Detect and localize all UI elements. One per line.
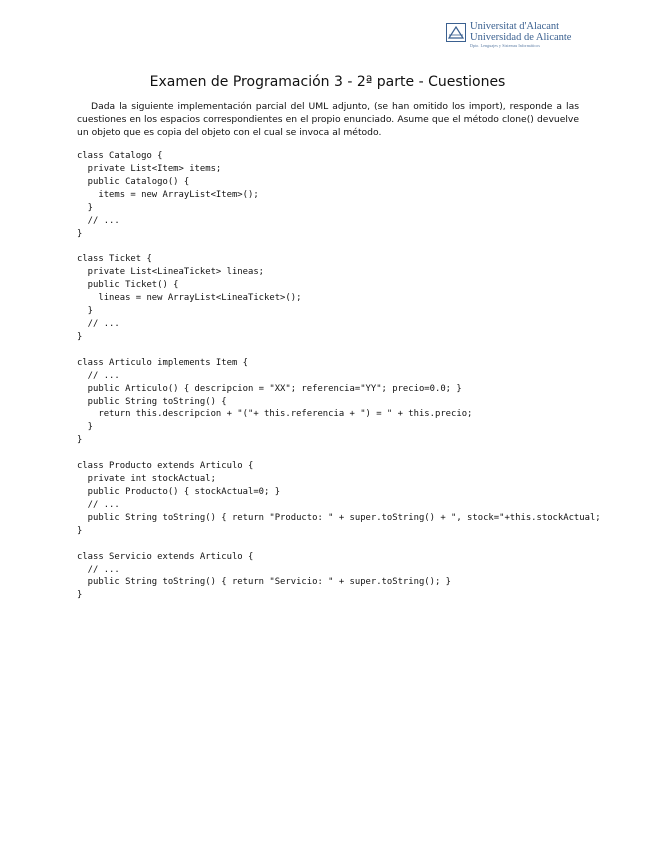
code-line: class Producto extends Articulo { [77, 461, 254, 472]
code-line: } [77, 331, 83, 342]
code-line: class Servicio extends Articulo { [77, 551, 254, 562]
code-line: public String toString() { return "Producto: " + super.toString() + ", stock="+this.stockActual; [77, 512, 601, 523]
code-line: } [77, 202, 94, 213]
code-line: } [77, 435, 83, 446]
logo-line-2: Universidad de Alicante [470, 32, 572, 43]
code-line: public Producto() { stockActual=0; } [77, 486, 281, 497]
code-line: public Articulo() { descripcion = "XX"; referencia="YY"; precio=0.0; } [77, 383, 462, 394]
intro-paragraph: Dada la siguiente implementación parcial del UML adjunto, (se han omitido los import), responde a las cuestiones en los espacios correspondientes en el propio enunciado. Asume que el método clone() devuelve un objeto que es copia del objeto con el cual se invoca al método. [77, 101, 579, 138]
code-line: // ... [77, 499, 120, 510]
university-emblem-icon [446, 23, 466, 42]
code-line: class Ticket { [77, 254, 152, 265]
code-line: return this.descripcion + "("+ this.referencia + ") = " + this.precio; [77, 409, 473, 420]
code-block [77, 150, 601, 602]
code-line: class Articulo implements Item { [77, 357, 248, 368]
code-line: public String toString() { return "Servicio: " + super.toString(); } [77, 577, 452, 588]
code-line [77, 344, 601, 357]
logo-line-1: Universitat d'Alacant [470, 21, 560, 32]
logo-line-3: Dpto. Lenguajes y Sistemas Informáticos [470, 43, 540, 48]
code-line: // ... [77, 318, 120, 329]
code-line: public String toString() { [77, 396, 227, 407]
code-line: public Catalogo() { [77, 176, 190, 187]
code-line: // ... [77, 564, 120, 575]
code-line: class Catalogo { [77, 151, 163, 161]
code-line: private int stockActual; [77, 474, 216, 485]
page-title: Examen de Programación 3 - 2ª parte - Cuestiones [149, 74, 506, 90]
code-line: public Ticket() { [77, 280, 179, 291]
code-line: } [77, 228, 83, 239]
code-line: } [77, 590, 83, 601]
code-line: } [77, 306, 94, 317]
code-line: private List<LineaTicket> lineas; [77, 267, 265, 278]
code-line: } [77, 422, 94, 433]
university-logo [446, 21, 586, 61]
code-line [77, 447, 601, 460]
code-line: lineas = new ArrayList<LineaTicket>(); [77, 293, 302, 304]
code-line [77, 240, 601, 253]
code-line [77, 538, 601, 551]
code-line: // ... [77, 370, 120, 381]
code-line: // ... [77, 215, 120, 226]
code-line: private List<Item> items; [77, 163, 222, 174]
code-line: } [77, 525, 83, 536]
code-line: items = new ArrayList<Item>(); [77, 189, 259, 200]
